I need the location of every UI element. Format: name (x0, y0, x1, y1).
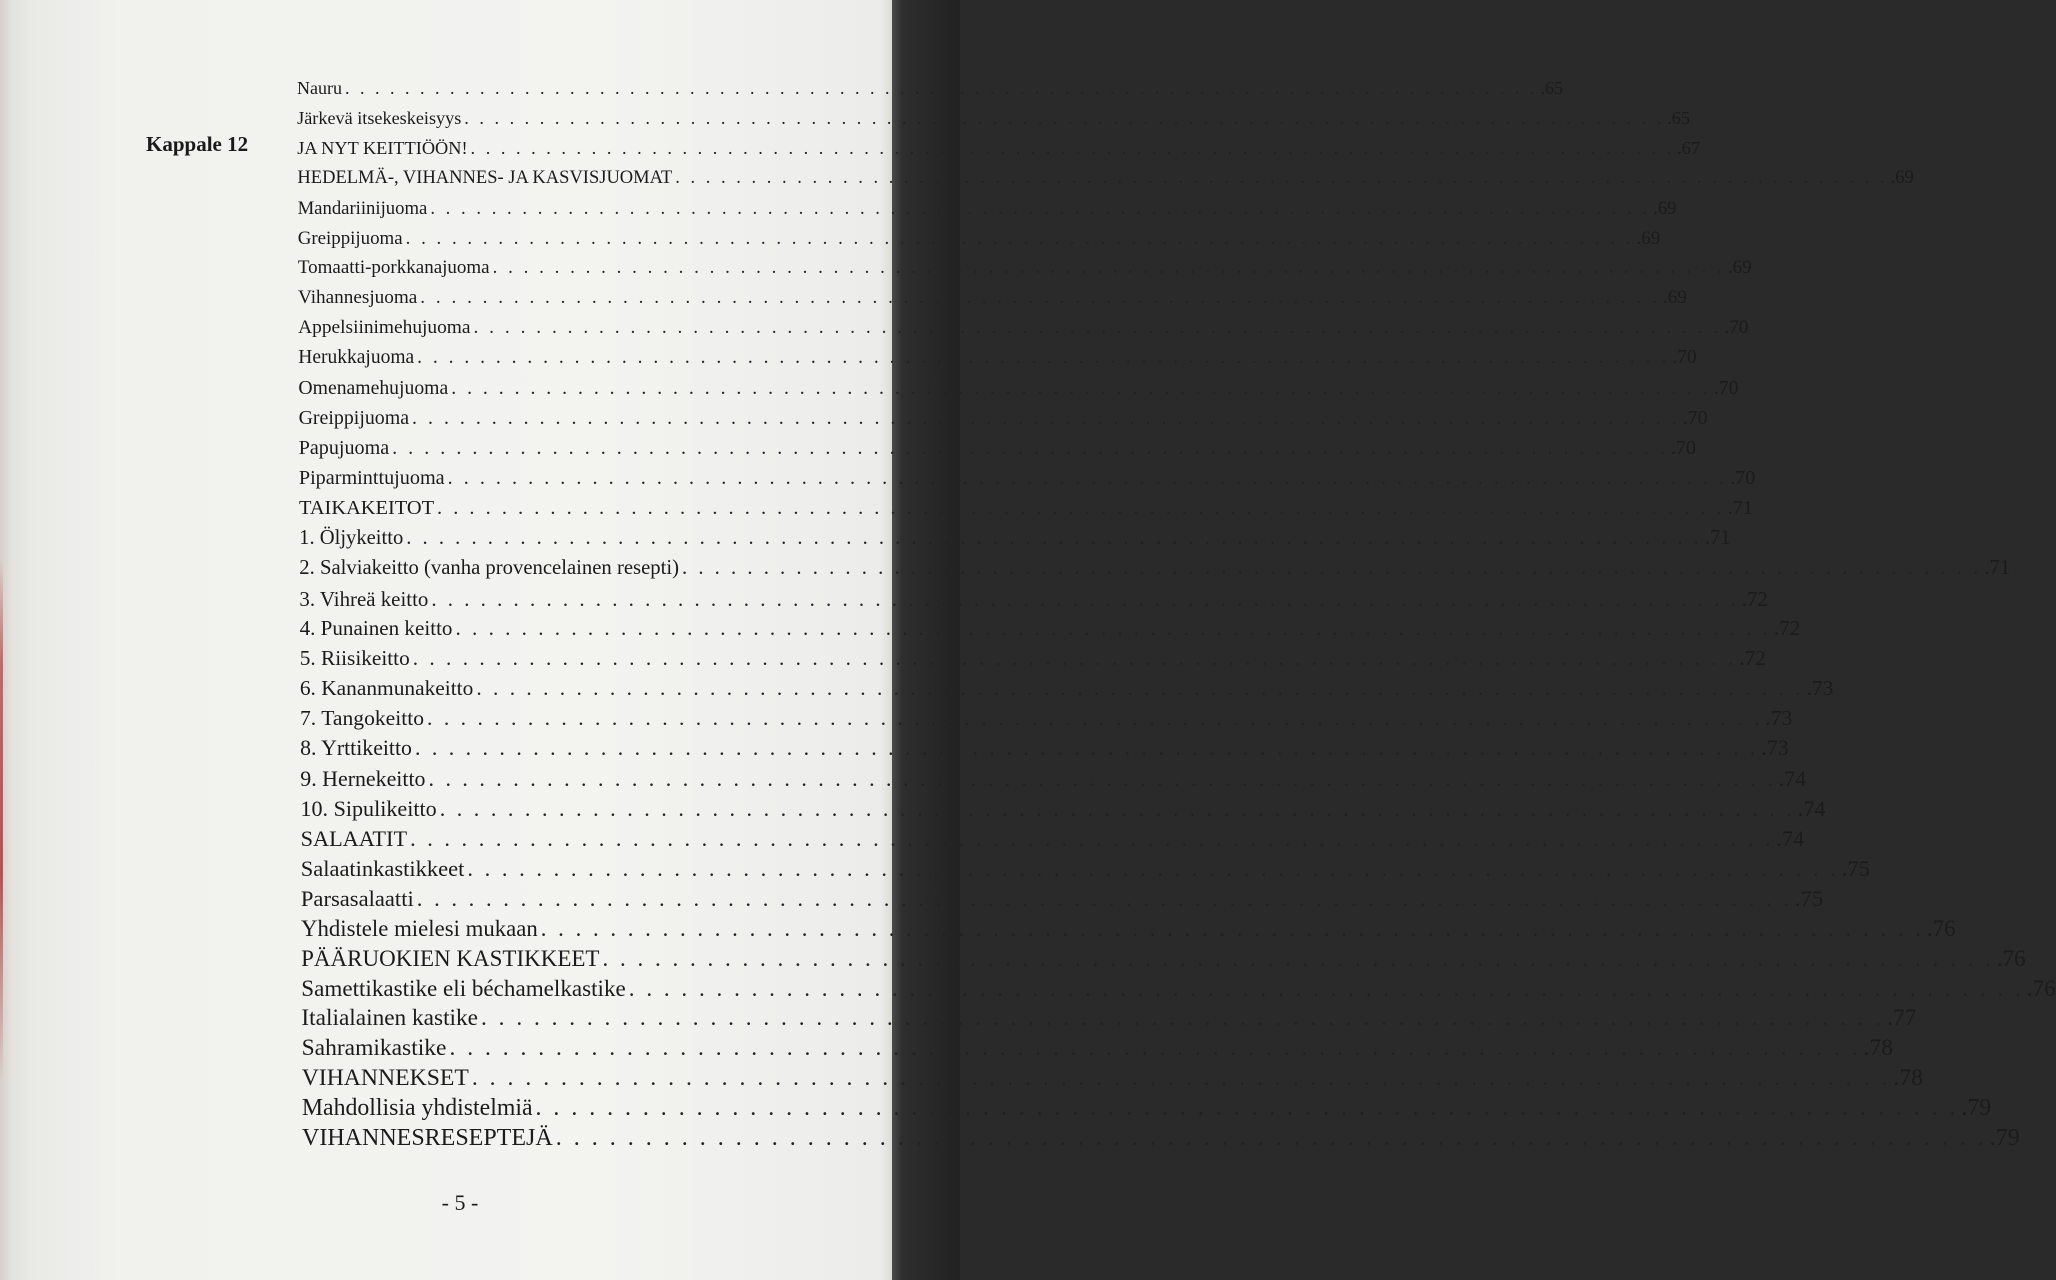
toc-entry-label: 5. Riisikeitto (299, 646, 410, 671)
toc-entry (302, 1125, 2020, 1152)
toc-entry-page: .78 (1863, 1035, 1893, 1062)
toc-entry-label: 4. Punainen keitto (299, 616, 453, 641)
toc-entry (297, 78, 1563, 99)
toc-entry-page: .76 (1996, 945, 2026, 971)
toc-entry-page: .70 (1670, 436, 1696, 459)
toc-entry-label: VIHANNEKSET (301, 1065, 469, 1092)
toc-entry (300, 766, 1807, 792)
toc-entry (301, 1065, 1923, 1092)
toc-leader-dots: . . . . . . . . . . . . . . . . . . . . . . . . . . . . . . . . . . . . . . . . . . . . . . . . . . . . . . . . . . . . . . . . . . . . . . . . . . . . . . . . (427, 706, 1763, 731)
toc-entry-page: .76 (1926, 915, 1956, 941)
toc-leader-dots: . . . . . . . . . . . . . . . . . . . . . . . . . . . . . . . . . . . . . . . . . . . . . . . . . . . . . . . . . . . . . . . . . . . . . . . . . . . . . . . . (451, 377, 1711, 400)
toc-entry (297, 167, 1914, 189)
toc-leader-dots: . . . . . . . . . . . . . . . . . . . . . . . . . . . . . . . . . . . . . . . . . . . . . . . . . . . . . . . . . . . . . . . . . . . . . . . . . . . . . . . . (412, 646, 1737, 671)
toc-entry-label: Sahramikastike (301, 1035, 447, 1062)
toc-entry (301, 945, 2026, 972)
toc-entry-page: .73 (1761, 736, 1789, 761)
toc-leader-dots: . . . . . . . . . . . . . . . . . . . . . . . . . . . . . . . . . . . . . . . . . . . . . . . . . . . . . . . . . . . . . . . . . . . . . . . . . . . . . . . . (431, 586, 1739, 611)
toc-leader-dots: . . . . . . . . . . . . . . . . . . . . . . . . . . . . . . . . . . . . . . . . . . . . . . . . . . . . . . . . . . . . . . . . . . . . . . . . . . . . . . . . (535, 1095, 1959, 1122)
toc-entry (297, 227, 1661, 250)
toc-leader-dots: . . . . . . . . . . . . . . . . . . . . . . . . . . . . . . . . . . . . . . . . . . . . . . . . . . . . . . . . . . . . . . . . . . . . . . . . . . . . . . . . (555, 1125, 1987, 1151)
toc-leader-dots: . . . . . . . . . . . . . . . . . . . . . . . . . . . . . . . . . . . . . . . . . . . . . . . . . . . . . . . . . . . . . . . . . . . . . . . . . . . . . . . . (492, 257, 1725, 279)
toc-leader-dots: . . . . . . . . . . . . . . . . . . . . . . . . . . . . . . . . . . . . . . . . . . . . . . . . . . . . . . . . . . . . . . . . . . . . . . . . . . . . . . . . (449, 1035, 1861, 1062)
toc-leader-dots: . . . . . . . . . . . . . . . . . . . . . . . . . . . . . . . . . . . . . . . . . . . . . . . . . . . . . . . . . . . . . . . . . . . . . . . . . . . . . . . . (405, 227, 1634, 249)
toc-entry (299, 556, 2011, 580)
toc-entry (299, 676, 1834, 701)
toc-entry-page: .72 (1739, 646, 1766, 671)
toc-entry-page: .65 (1540, 78, 1563, 98)
toc-entry (297, 257, 1752, 279)
toc-entry-label: 2. Salviakeitto (vanha provencelainen resepti) (299, 556, 679, 579)
toc-entry (301, 915, 1956, 942)
toc-entry-label: 10. Sipulikeitto (300, 795, 437, 821)
toc-entry (301, 975, 2056, 1002)
toc-entry-label: 7. Tangokeitto (300, 706, 425, 731)
toc-entry-label: SALAATIT (300, 825, 408, 851)
toc-entry (297, 107, 1690, 129)
toc-entry (301, 1035, 1893, 1062)
toc-entry (300, 795, 1826, 822)
toc-entry-label: PÄÄRUOKIEN KASTIKKEET (301, 945, 600, 971)
toc-entry-page: .73 (1765, 706, 1793, 731)
toc-entry-label: Salaatinkastikkeet (300, 855, 465, 881)
toc-entry (299, 616, 1801, 641)
toc-entry-page: .74 (1778, 766, 1807, 792)
toc-leader-dots: . . . . . . . . . . . . . . . . . . . . . . . . . . . . . . . . . . . . . . . . . . . . . . . . . . . . . . . . . . . . . . . . . . . . . . . . . . . . . . . . (412, 407, 1680, 430)
toc-entry-page: .69 (1662, 287, 1687, 309)
toc-leader-dots: . . . . . . . . . . . . . . . . . . . . . . . . . . . . . . . . . . . . . . . . . . . . . . . . . . . . . . . . . . . . . . . . . . . . . . . . . . . . . . . . (447, 466, 1728, 489)
toc-entry-page: .70 (1672, 347, 1697, 369)
toc-entry-page: .69 (1653, 197, 1677, 219)
toc-entry (298, 317, 1749, 339)
toc-entry-label: Tomaatti-porkkanajuoma (297, 257, 490, 279)
toc-leader-dots: . . . . . . . . . . . . . . . . . . . . . . . . . . . . . . . . . . . . . . . . . . . . . . . . . . . . . . . . . . . . . . . . . . . . . . . . . . . . . . . . (471, 1065, 1891, 1092)
toc-entry-label: Vihannesjuoma (298, 287, 418, 309)
toc-entry-page: .70 (1682, 407, 1708, 430)
toc-leader-dots: . . . . . . . . . . . . . . . . . . . . . . . . . . . . . . . . . . . . . . . . . . . . . . . . . . . . . . . . . . . . . . . . . . . . . . . . . . . . . . . . (414, 736, 1759, 761)
toc-entry-page: .76 (2026, 975, 2056, 1002)
toc-entry-label: Parsasalaatti (300, 885, 414, 911)
toc-entry (298, 377, 1739, 400)
toc-entry-page: .74 (1776, 825, 1805, 851)
toc-entry-page: .79 (1961, 1095, 1992, 1122)
toc-entry (299, 586, 1768, 612)
toc-leader-dots: . . . . . . . . . . . . . . . . . . . . . . . . . . . . . . . . . . . . . . . . . . . . . . . . . . . . . . . . . . . . . . . . . . . . . . . . . . . . . . . . (675, 167, 1888, 188)
toc-entry-label: Järkevä itsekeskeisyys (297, 107, 462, 128)
toc-entry-page: .70 (1713, 377, 1739, 400)
toc-entry-label: HEDELMÄ-, VIHANNES- JA KASVISJUOMAT (297, 167, 673, 188)
chapter-label: Kappale 12 (146, 132, 249, 156)
toc-leader-dots: . . . . . . . . . . . . . . . . . . . . . . . . . . . . . . . . . . . . . . . . . . . . . . . . . . . . . . . . . . . . . . . . . . . . . . . . . . . . . . . . (344, 78, 1538, 98)
toc-entry-page: .71 (1704, 526, 1731, 549)
toc-entry-label: Greippijuoma (297, 227, 403, 249)
toc-entry-page: .78 (1893, 1065, 1923, 1092)
toc-entry (297, 137, 1701, 159)
toc-entry-label: Mandariinijuoma (297, 197, 428, 219)
toc-entry (298, 466, 1756, 490)
toc-entry-page: .73 (1806, 676, 1834, 701)
toc-leader-dots: . . . . . . . . . . . . . . . . . . . . . . . . . . . . . . . . . . . . . . . . . . . . . . . . . . . . . . . . . . . . . . . . . . . . . . . . . . . . . . . . (410, 825, 1774, 851)
toc-entry (300, 706, 1793, 731)
toc-leader-dots: . . . . . . . . . . . . . . . . . . . . . . . . . . . . . . . . . . . . . . . . . . . . . . . . . . . . . . . . . . . . . . . . . . . . . . . . . . . . . . . . (540, 915, 1924, 941)
toc-entry-page: .75 (1841, 855, 1870, 881)
toc-entry-label: Greippijuoma (298, 407, 410, 430)
toc-entry-page: .70 (1724, 317, 1749, 339)
toc-entry-page: .72 (1773, 616, 1801, 641)
toc-entry-label: 6. Kananmunakeitto (299, 676, 474, 701)
toc-entry (299, 496, 1754, 520)
toc-leader-dots: . . . . . . . . . . . . . . . . . . . . . . . . . . . . . . . . . . . . . . . . . . . . . . . . . . . . . . . . . . . . . . . . . . . . . . . . . . . . . . . . (476, 676, 1804, 701)
toc-entry-label: Piparminttujuoma (298, 466, 445, 489)
toc-entry (301, 1095, 1992, 1122)
toc-entry (298, 407, 1708, 430)
toc-leader-dots: . . . . . . . . . . . . . . . . . . . . . . . . . . . . . . . . . . . . . . . . . . . . . . . . . . . . . . . . . . . . . . . . . . . . . . . . . . . . . . . . (406, 526, 1702, 549)
toc-entry-page: .71 (1727, 496, 1754, 519)
toc-entry-label: VIHANNESRESEPTEJÄ (302, 1125, 553, 1151)
toc-entry-label: Papujuoma (298, 436, 390, 459)
toc-entry-label: Nauru (297, 78, 342, 98)
toc-leader-dots: . . . . . . . . . . . . . . . . . . . . . . . . . . . . . . . . . . . . . . . . . . . . . . . . . . . . . . . . . . . . . . . . . . . . . . . . . . . . . . . . (464, 107, 1665, 128)
toc-entry-page: .72 (1741, 586, 1768, 611)
toc-entry-page: .74 (1797, 795, 1826, 821)
toc-leader-dots: . . . . . . . . . . . . . . . . . . . . . . . . . . . . . . . . . . . . . . . . . . . . . . . . . . . . . . . . . . . . . . . . . . . . . . . . . . . . . . . . (439, 795, 1795, 821)
toc-leader-dots: . . . . . . . . . . . . . . . . . . . . . . . . . . . . . . . . . . . . . . . . . . . . . . . . . . . . . . . . . . . . . . . . . . . . . . . . . . . . . . . . (392, 436, 1668, 459)
toc-leader-dots: . . . . . . . . . . . . . . . . . . . . . . . . . . . . . . . . . . . . . . . . . . . . . . . . . . . . . . . . . . . . . . . . . . . . . . . . . . . . . . . . (430, 197, 1651, 219)
toc-leader-dots: . . . . . . . . . . . . . . . . . . . . . . . . . . . . . . . . . . . . . . . . . . . . . . . . . . . . . . . . . . . . . . . . . . . . . . . . . . . . . . . . (455, 616, 1771, 641)
toc-entry-label: Appelsiinimehujuoma (298, 317, 471, 339)
toc-leader-dots: . . . . . . . . . . . . . . . . . . . . . . . . . . . . . . . . . . . . . . . . . . . . . . . . . . . . . . . . . . . . . . . . . . . . . . . . . . . . . . . . (473, 317, 1722, 339)
toc-entry (300, 825, 1805, 852)
toc-entry (298, 347, 1697, 369)
toc-entry-label: 8. Yrttikeitto (300, 736, 412, 761)
toc-entry (298, 287, 1687, 309)
toc-leader-dots: . . . . . . . . . . . . . . . . . . . . . . . . . . . . . . . . . . . . . . . . . . . . . . . . . . . . . . . . . . . . . . . . . . . . . . . . . . . . . . . . (428, 766, 1776, 792)
toc-entry-page: .75 (1794, 885, 1824, 911)
toc-entry (297, 197, 1677, 220)
toc-entry (301, 1005, 1917, 1032)
page-number-footer: - 5 - (441, 1190, 479, 1215)
toc-leader-dots: . . . . . . . . . . . . . . . . . . . . . . . . . . . . . . . . . . . . . . . . . . . . . . . . . . . . . . . . . . . . . . . . . . . . . . . . . . . . . . . . (481, 1005, 1885, 1032)
toc-entry-label: Omenamehujuoma (298, 377, 449, 400)
toc-entry-page: .69 (1727, 257, 1752, 279)
toc-leader-dots: . . . . . . . . . . . . . . . . . . . . . . . . . . . . . . . . . . . . . . . . . . . . . . . . . . . . . . . . . . . . . . . . . . . . . . . . . . . . . . . . (467, 855, 1839, 881)
toc-entry (299, 646, 1766, 671)
toc-leader-dots: . . . . . . . . . . . . . . . . . . . . . . . . . . . . . . . . . . . . . . . . . . . . . . . . . . . . . . . . . . . . . . . . . . . . . . . . . . . . . . . . (681, 556, 1982, 579)
toc-entry-label: JA NYT KEITTIÖÖN! (297, 137, 468, 158)
toc-entry-page: .77 (1887, 1005, 1917, 1032)
toc-entry-label: TAIKAKEITOT (299, 496, 435, 519)
toc-entry-label: Italialainen kastike (301, 1005, 479, 1032)
toc-entry (300, 736, 1789, 761)
toc-leader-dots: . . . . . . . . . . . . . . . . . . . . . . . . . . . . . . . . . . . . . . . . . . . . . . . . . . . . . . . . . . . . . . . . . . . . . . . . . . . . . . . . (602, 945, 1994, 971)
toc-entry (300, 855, 1870, 882)
toc-entry-label: 9. Hernekeitto (300, 766, 426, 792)
toc-leader-dots: . . . . . . . . . . . . . . . . . . . . . . . . . . . . . . . . . . . . . . . . . . . . . . . . . . . . . . . . . . . . . . . . . . . . . . . . . . . . . . . . (420, 287, 1660, 309)
toc-entry-label: 3. Vihreä keitto (299, 586, 429, 611)
toc-entry-page: .70 (1730, 466, 1756, 489)
toc-leader-dots: . . . . . . . . . . . . . . . . . . . . . . . . . . . . . . . . . . . . . . . . . . . . . . . . . . . . . . . . . . . . . . . . . . . . . . . . . . . . . . . . (416, 885, 1792, 911)
toc-entry-page: .71 (1984, 556, 2011, 579)
toc-entry-page: .67 (1677, 137, 1701, 158)
toc-leader-dots: . . . . . . . . . . . . . . . . . . . . . . . . . . . . . . . . . . . . . . . . . . . . . . . . . . . . . . . . . . . . . . . . . . . . . . . . . . . . . . . . (417, 347, 1670, 369)
toc-entry (299, 526, 1731, 550)
toc-entry-label: 1. Öljykeitto (299, 526, 404, 549)
toc-entry-label: Mahdollisia yhdistelmiä (301, 1095, 533, 1122)
toc-entry-page: .69 (1890, 167, 1914, 188)
toc-entry-page: .65 (1667, 107, 1690, 128)
toc-leader-dots: . . . . . . . . . . . . . . . . . . . . . . . . . . . . . . . . . . . . . . . . . . . . . . . . . . . . . . . . . . . . . . . . . . . . . . . . . . . . . . . . (437, 496, 1725, 519)
toc-entry-page: .79 (1989, 1125, 2020, 1151)
toc-entry-page: .69 (1636, 227, 1661, 249)
toc-leader-dots: . . . . . . . . . . . . . . . . . . . . . . . . . . . . . . . . . . . . . . . . . . . . . . . . . . . . . . . . . . . . . . . . . . . . . . . . . . . . . . . . (628, 975, 2024, 1002)
toc-entry (298, 436, 1696, 460)
toc-entry-label: Herukkajuoma (298, 347, 415, 369)
toc-leader-dots: . . . . . . . . . . . . . . . . . . . . . . . . . . . . . . . . . . . . . . . . . . . . . . . . . . . . . . . . . . . . . . . . . . . . . . . . . . . . . . . . (470, 137, 1675, 158)
toc-entry (300, 885, 1824, 912)
toc-entry-label: Yhdistele mielesi mukaan (301, 915, 538, 941)
toc-entry-label: Samettikastike eli béchamelkastike (301, 975, 626, 1002)
